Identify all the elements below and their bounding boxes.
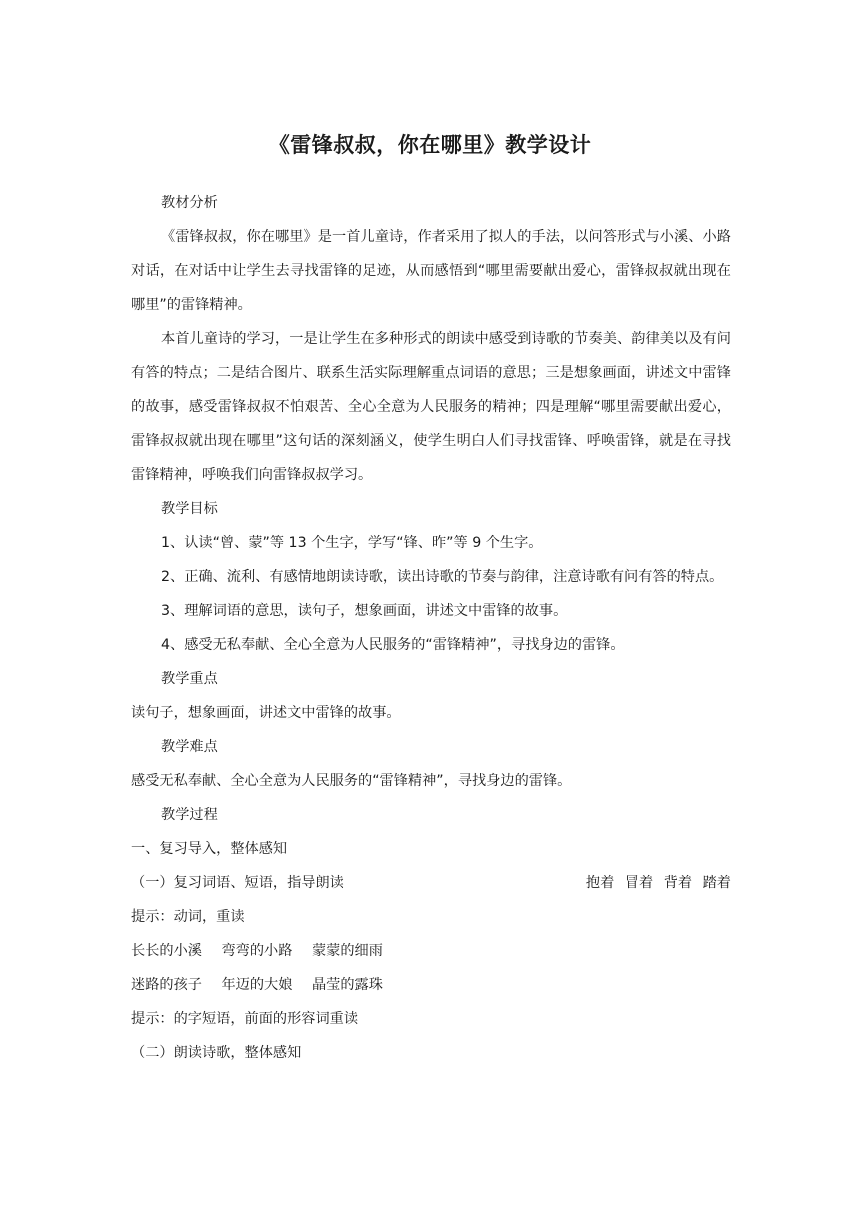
section-heading-analysis: 教材分析	[161, 195, 218, 211]
document-body	[131, 186, 731, 1070]
verb-word-list	[586, 866, 731, 900]
phrase-row-2	[131, 968, 731, 1002]
document-title: 《雷锋叔叔，你在哪里》教学设计	[268, 133, 592, 157]
analysis-paragraph-2: 本首儿童诗的学习，一是让学生在多种形式的朗读中感受到诗歌的节奏美、韵律美以及有问有答的特点；二是结合图片、联系生活实际理解重点词语的意思；三是想象画面，讲述文中雷锋的故事，感受雷锋叔叔不怕艰苦、全心全意为人民服务的精神；四是理解“哪里需要献出爱心，雷锋叔叔就出现在哪里”这句话的深刻涵义，使学生明白人们寻找雷锋、呼唤雷锋，就是在寻找雷锋精神，呼唤我们向雷锋叔叔学习。	[131, 331, 731, 483]
goal-item-2: 2、正确、流利、有感情地朗读诗歌，读出诗歌的节奏与韵律，注意诗歌有问有答的特点。	[161, 569, 724, 585]
phrase: 晶莹的露珠	[311, 977, 383, 993]
phrase: 长长的小溪	[131, 943, 202, 959]
phrase: 蒙蒙的细雨	[311, 943, 383, 959]
key-points-text: 读句子，想象画面，讲述文中雷锋的故事。	[131, 705, 401, 721]
verb-word: 踏着	[702, 875, 731, 891]
section-heading-key-points: 教学重点	[161, 671, 218, 687]
goal-item-3: 3、理解词语的意思，读句子，想象画面，讲述文中雷锋的故事。	[161, 603, 568, 619]
hint-verbs: 提示：动词，重读	[131, 909, 245, 925]
phrase-row-1	[131, 934, 731, 968]
substep-1-label: （一）复习词语、短语，指导朗读	[131, 875, 344, 891]
verb-word: 抱着	[585, 875, 615, 891]
goal-item-4: 4、感受无私奉献、全心全意为人民服务的“雷锋精神”，寻找身边的雷锋。	[161, 637, 625, 653]
analysis-paragraph-1: 《雷锋叔叔，你在哪里》是一首儿童诗，作者采用了拟人的手法，以问答形式与小溪、小路对话，在对话中让学生去寻找雷锋的足迹，从而感悟到“哪里需要献出爱心，雷锋叔叔就出现在哪里”的雷锋精神。	[131, 229, 731, 313]
substep-1-row	[131, 866, 731, 900]
section-heading-process: 教学过程	[161, 807, 218, 823]
verb-word: 冒着	[624, 875, 654, 891]
substep-2-label: （二）朗读诗歌，整体感知	[131, 1045, 302, 1061]
phrase: 弯弯的小路	[221, 943, 293, 959]
goal-item-1: 1、认读“曾、蒙”等 13 个生字，学写“锋、昨”等 9 个生字。	[161, 535, 543, 551]
section-heading-difficulties: 教学难点	[161, 739, 218, 755]
difficulties-text: 感受无私奉献、全心全意为人民服务的“雷锋精神”，寻找身边的雷锋。	[131, 773, 572, 789]
process-step-1: 一、复习导入，整体感知	[131, 841, 288, 857]
phrase: 年迈的大娘	[221, 977, 293, 993]
verb-word: 背着	[663, 875, 693, 891]
hint-phrases: 提示：的字短语，前面的形容词重读	[131, 1011, 359, 1027]
section-heading-goals: 教学目标	[161, 501, 218, 517]
phrase: 迷路的孩子	[131, 977, 202, 993]
